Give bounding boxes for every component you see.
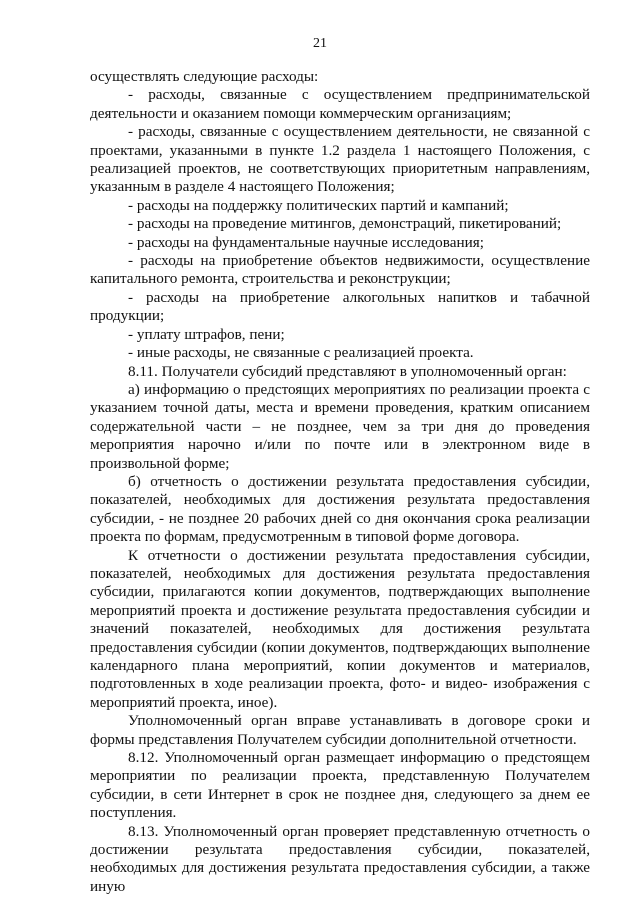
- paragraph-attachments: К отчетности о достижении результата предоставления субсидии, показателей, необходимых для достижения результата предоставления субсидии, прилагаются копии документов, подтверждающих выполнение мероприятий проекта и достижение результата предоставления субсидии и значений показателей, необходимых для достижения результата предоставления субсидии (копии документов, подтверждающих выполнение календарного плана мероприятий, копии документов и материалов, подготовленных в ходе реализации проекта, фото- и видео- изображения с мероприятий проекта, иное).: [90, 546, 590, 711]
- list-item-expense: - расходы, связанные с осуществлением деятельности, не связанной с проектами, указанными в пункте 1.2 раздела 1 настоящего Положения, с реализацией проектов, не соответствующих приоритетным направлениям, указанным в разделе 4 настоящего Положения;: [90, 123, 590, 196]
- list-item-expense: - уплату штрафов, пени;: [128, 325, 285, 343]
- paragraph-item-b: б) отчетность о достижении результата предоставления субсидии, показателей, необходимых для достижения результата предоставления субсидии, - не позднее 20 рабочих дней со дня окончания срока реализации проекта по формам, предусмотренным в типовой форме договора.: [90, 472, 590, 546]
- list-item-expense: - расходы на приобретение алкогольных напитков и табачной продукции;: [90, 288, 590, 325]
- document-body: [90, 68, 590, 896]
- page-number: 21: [313, 36, 327, 51]
- list-item-expense: - расходы на поддержку политических партий и кампаний;: [128, 196, 509, 214]
- paragraph-item-a: а) информацию о предстоящих мероприятиях по реализации проекта с указанием точной даты, места и времени проведения, кратким описанием содержательной части – не позднее, чем за три дня до проведения мероприятия нарочно и/или по почте или в электронном виде в произвольной форме;: [90, 380, 590, 472]
- paragraph-section-8-12: 8.12. Уполномоченный орган размещает информацию о предстоящем мероприятии по реализации проекта, представленную Получателем субсидии, в сети Интернет в срок не позднее дня, следующего за днем ее поступления.: [90, 749, 590, 822]
- paragraph-section-8-11: 8.11. Получатели субсидий представляют в уполномоченный орган:: [128, 362, 567, 380]
- paragraph-intro: осуществлять следующие расходы:: [90, 68, 319, 85]
- list-item-expense: - иные расходы, не связанные с реализацией проекта.: [128, 344, 474, 362]
- list-item-expense: - расходы на приобретение объектов недвижимости, осуществление капитального ремонта, строительства и реконструкции;: [90, 252, 590, 288]
- list-item-expense: - расходы, связанные с осуществлением предпринимательской деятельности и оказанием помощи коммерческим организациям;: [90, 86, 590, 122]
- paragraph-additional-reporting: Уполномоченный орган вправе устанавливать в договоре сроки и формы представления Получателем субсидии дополнительной отчетности.: [90, 712, 590, 748]
- list-item-expense: - расходы на фундаментальные научные исследования;: [128, 233, 484, 251]
- paragraph-section-8-13: 8.13. Уполномоченный орган проверяет представленную отчетность о достижении результата предоставления субсидии, показателей, необходимых для достижения результата предоставления субсидии, а также иную: [90, 822, 590, 895]
- list-item-expense: - расходы на проведение митингов, демонстраций, пикетирований;: [128, 215, 562, 233]
